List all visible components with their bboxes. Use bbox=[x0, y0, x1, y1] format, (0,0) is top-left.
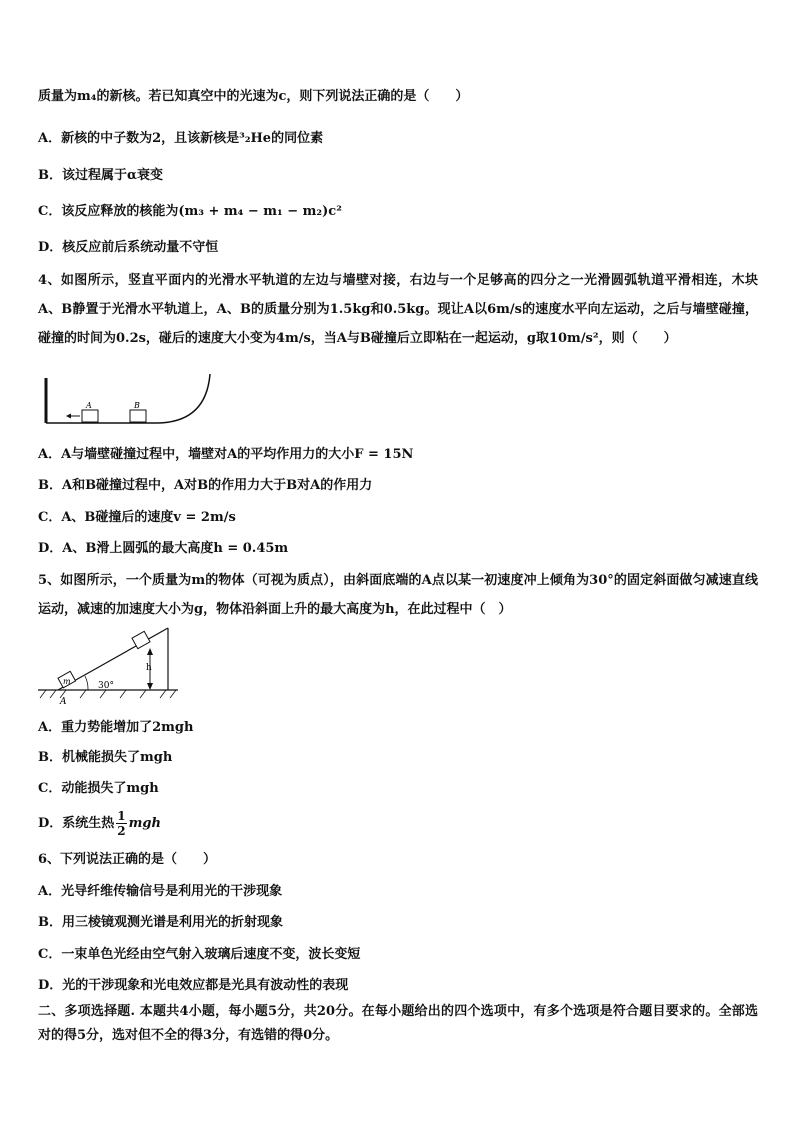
q3-option-b: B．该过程属于α衰变 bbox=[38, 168, 163, 183]
q6-option-a: A．光导纤维传输信号是利用光的干涉现象 bbox=[38, 884, 283, 899]
q3-option-c: C．该反应释放的核能为(m₃ + m₄ − m₁ − m₂)c² bbox=[38, 204, 342, 219]
one-half-fraction bbox=[116, 809, 126, 838]
q5-stem: 5、如图所示，一个质量为m的物体（可视为质点），由斜面底端的A点以某一初速度冲上倾角为30°的固定斜面做匀减速直线运动，减速的加速度大小为g，物体沿斜面上升的最大高度为h，在此过程中（ ） bbox=[38, 573, 758, 617]
q5-option-a: A．重力势能增加了2mgh bbox=[38, 720, 194, 735]
section-2-heading: 二、多项选择题. 本题共4小题，每小题5分，共20分。在每小题给出的四个选项中，有多个选项是符合题目要求的。全部选对的得5分，选对但不全的得3分，有选错的得0分。 bbox=[38, 1004, 758, 1043]
velocity-arrowhead bbox=[66, 414, 71, 419]
q6-option-b: B．用三棱镜观测光谱是利用光的折射现象 bbox=[38, 915, 283, 930]
block-m-label: m bbox=[63, 677, 71, 686]
q5-option-d-prefix: D．系统生热 bbox=[38, 816, 115, 831]
height-label: h bbox=[146, 663, 152, 673]
block-b bbox=[130, 410, 146, 422]
q6-stem: 6、下列说法正确的是（ ） bbox=[38, 852, 217, 867]
q6-option-c: C．一束单色光经由空气射入玻璃后速度不变，波长变短 bbox=[38, 947, 361, 962]
fraction-denominator: 2 bbox=[117, 824, 126, 838]
block-top bbox=[132, 631, 150, 648]
q5-option-d-suffix: mgh bbox=[128, 816, 161, 831]
q3-option-a: A．新核的中子数为2，且该新核是³₂He的同位素 bbox=[38, 131, 324, 146]
height-arrowhead-bottom bbox=[147, 683, 153, 690]
q4-stem: 4、如图所示，竖直平面内的光滑水平轨道的左边与墙壁对接，右边与一个足够高的四分之一光滑圆弧轨道平滑相连，木块A、B静置于光滑水平轨道上，A、B的质量分别为1.5kg和0.5kg。现让A以6m/s的速度水平向左运动，之后与墙壁碰撞，碰撞的时间为0.2s，碰后的速度大小变为4m/s，当A与B碰撞后立即粘在一起运动，g取10m/s²，则（ ） bbox=[38, 273, 758, 346]
q4-option-b: B．A和B碰撞过程中，A对B的作用力大于B对A的作用力 bbox=[38, 478, 373, 493]
q5-option-c: C．动能损失了mgh bbox=[38, 781, 159, 796]
fraction-numerator: 1 bbox=[117, 809, 126, 823]
q5-option-b: B．机械能损失了mgh bbox=[38, 750, 173, 765]
q5-option-d bbox=[38, 808, 161, 840]
q4-option-c: C．A、B碰撞后的速度v = 2m/s bbox=[38, 510, 236, 525]
angle-arc bbox=[85, 676, 88, 690]
arc-track bbox=[156, 374, 210, 423]
point-a-label: A bbox=[60, 697, 67, 707]
q5-figure bbox=[38, 624, 183, 710]
block-a bbox=[82, 410, 98, 422]
q6-option-d: D．光的干涉现象和光电效应都是光具有波动性的表现 bbox=[38, 978, 349, 993]
q3-stem-tail: 质量为m₄的新核。若已知真空中的光速为c，则下列说法正确的是（ ） bbox=[38, 89, 469, 104]
angle-label: 30° bbox=[98, 681, 114, 691]
block-a-label: A bbox=[86, 401, 92, 410]
height-arrowhead-top bbox=[147, 648, 153, 655]
q4-option-a: A．A与墙壁碰撞过程中，墙壁对A的平均作用力的大小F = 15N bbox=[38, 447, 414, 462]
q3-option-d: D．核反应前后系统动量不守恒 bbox=[38, 240, 219, 255]
q4-option-d: D．A、B滑上圆弧的最大高度h = 0.45m bbox=[38, 541, 289, 556]
q4-figure bbox=[36, 368, 216, 430]
block-b-label: B bbox=[134, 401, 140, 410]
